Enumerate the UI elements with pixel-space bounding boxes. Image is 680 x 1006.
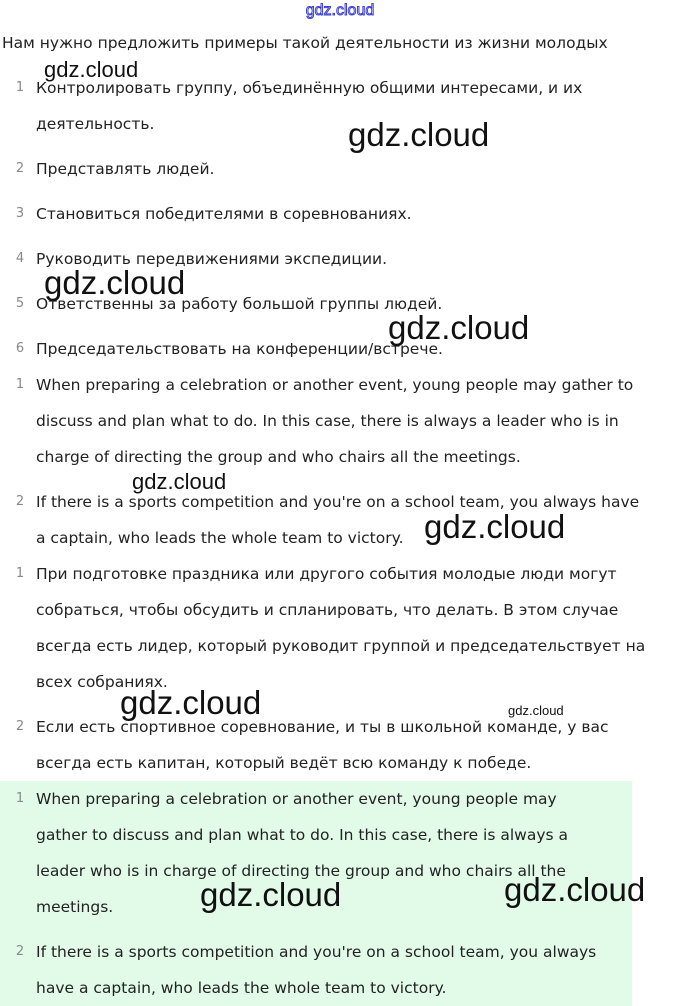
item-text: Становиться победителями в соревнованиях. — [36, 205, 412, 223]
watermark: gdz.cloud — [424, 508, 566, 545]
watermark: gdz.cloud — [44, 57, 139, 82]
item-text: When preparing a celebration or another event, young people may gather to discuss and plan what to do. In this case, there is always a leader who is in charge of directing the group and who chairs all the meetings. — [36, 376, 634, 466]
item-number: 4 — [15, 251, 25, 266]
watermark: gdz.cloud — [388, 309, 530, 346]
item-number: 2 — [15, 494, 25, 509]
top-watermark: gdz.cloud — [305, 2, 375, 19]
item-number: 1 — [15, 566, 25, 581]
watermark: gdz.cloud — [44, 264, 186, 301]
item-text: Ответственны за работу большой группы людей. — [36, 295, 443, 313]
item-text: If there is a sports competition and you're on a school team, you always have a captain, who leads the whole team to victory. — [36, 943, 597, 997]
item-number: 2 — [15, 719, 25, 734]
item-number: 5 — [15, 296, 25, 311]
watermark: gdz.cloud — [132, 469, 227, 494]
item-text: Представлять людей. — [36, 160, 215, 178]
item-text: When preparing a celebration or another event, young people may gather to discuss and plan what to do. In this case, there is always a leader who is in charge of directing the group and who chairs all the meetings. — [36, 790, 568, 916]
item-text: If there is a sports competition and you're on a school team, you always have a captain, who leads the whole team to victory. — [36, 493, 640, 547]
intro-text: Нам нужно предложить примеры такой деятельности из жизни молодых — [2, 34, 608, 52]
item-number: 2 — [15, 161, 25, 176]
item-number: 1 — [15, 791, 25, 806]
item-number: 1 — [15, 80, 25, 95]
watermark: gdz.cloud — [504, 871, 646, 908]
watermark: gdz.cloud — [120, 684, 262, 721]
item-number: 1 — [15, 377, 25, 392]
item-text: Председательствовать на конференции/встрече. — [36, 340, 443, 358]
watermark: gdz.cloud — [348, 116, 490, 153]
watermark: gdz.cloud — [200, 876, 342, 913]
item-text: При подготовке праздника или другого события молодые люди могут собраться, чтобы обсудить и спланировать, что делать. В этом случае всегда есть лидер, который руководит группой и председательствует на всех собраниях. — [36, 565, 646, 691]
watermark: gdz.cloud — [508, 703, 564, 718]
item-number: 6 — [15, 341, 25, 356]
item-text: Руководить передвижениями экспедиции. — [36, 250, 388, 268]
item-text: Контролировать группу, объединённую общими интересами, и их деятельность. — [36, 79, 583, 133]
item-text: Если есть спортивное соревнование, и ты в школьной команде, у вас всегда есть капитан, который ведёт всю команду к победе. — [36, 718, 609, 772]
item-number: 2 — [15, 944, 25, 959]
item-number: 3 — [15, 206, 25, 221]
